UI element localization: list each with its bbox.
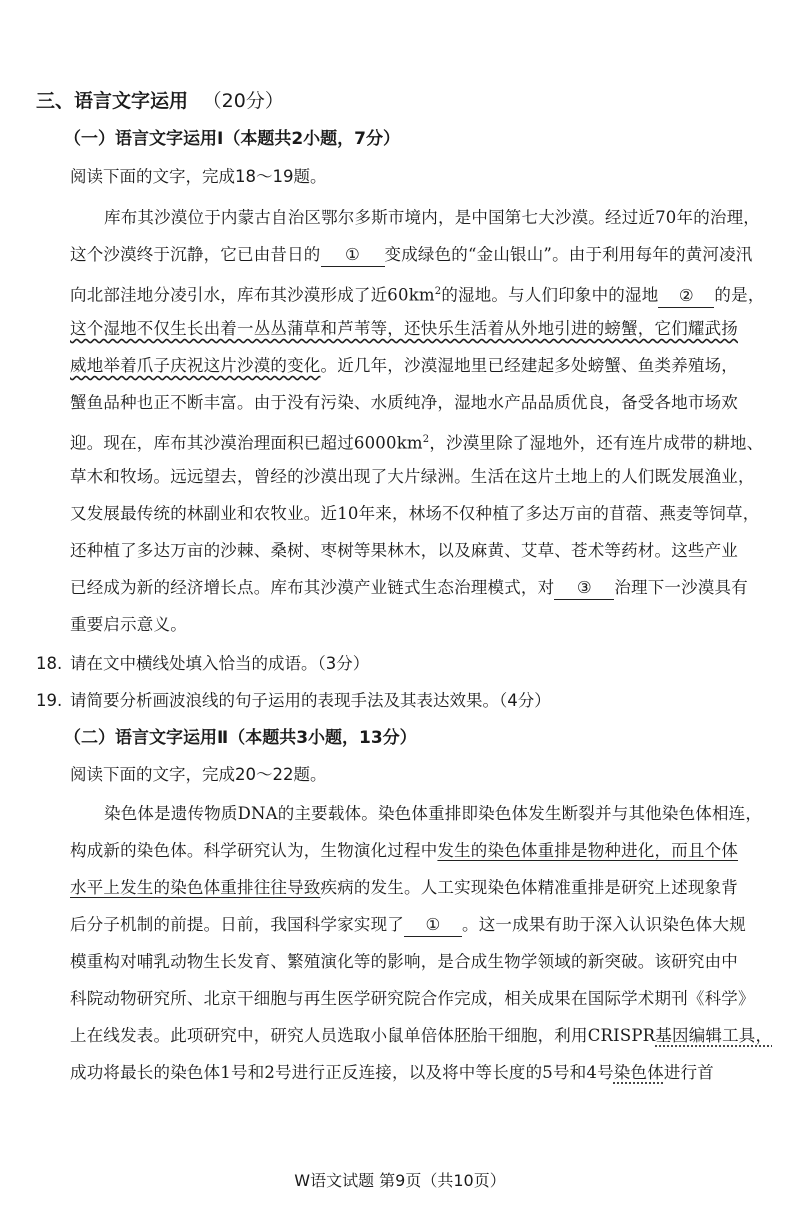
text-run: 疾病的发生。人工实现染色体精准重排是研究上述现象背	[320, 878, 738, 897]
blank-label: ②	[678, 285, 694, 305]
wavy-underlined-sentence: 威地举着爪子庆祝这片沙漠的变化	[70, 356, 321, 375]
passage-1-line	[70, 355, 738, 377]
text-run: 的湿地。与人们印象中的湿地	[441, 285, 659, 305]
text-run: 治理下一沙漠具有	[614, 578, 748, 597]
passage-2-line: 模重构对哺乳动物生长发育、繁殖演化等的影响，是合成生物学领域的新突破。该研究由中	[70, 952, 738, 971]
text-run: 成功将最长的染色体1号和2号进行正反连接，以及将中等长度的5号和4号	[70, 1063, 614, 1082]
passage-2-line	[70, 914, 746, 937]
text-run: 上在线发表。此项研究中，研究人员选取小鼠单倍体胚胎干细胞，利用CRISPR	[70, 1026, 656, 1045]
passage-1-line: 重要启示意义。	[70, 615, 187, 634]
passage-1-line: 又发展最传统的林副业和农牧业。近10年来，林场不仅种植了多达万亩的苜蓿、燕麦等饲草，	[70, 504, 760, 523]
text-run: 。这一成果有助于深入认识染色体大规	[462, 915, 746, 934]
blank-1	[321, 244, 385, 267]
passage-1-line	[70, 244, 752, 267]
blank-label: ③	[576, 578, 592, 597]
blank-2	[658, 285, 714, 308]
dotted-emphasis-text: 染色体	[613, 1063, 664, 1082]
blank-label: ①	[425, 915, 441, 934]
text-run: 构成新的染色体。科学研究认为，生物演化过程中	[70, 841, 438, 860]
passage-1-line: 草木和牧场。远远望去，曾经的沙漠出现了大片绿洲。生活在这片土地上的人们既发展渔业，	[70, 467, 755, 486]
section-title	[36, 90, 284, 112]
blank-4	[404, 914, 462, 937]
text-run: 变成绿色的“金山银山”。由于利用每年的黄河凌汛	[384, 245, 753, 264]
superscript: 2	[434, 286, 442, 297]
passage-1-line: 还种植了多达万亩的沙棘、桑树、枣树等果林木，以及麻黄、艾草、苍术等药材。这些产业	[70, 541, 738, 560]
dotted-emphasis-text: 基因编辑工具，	[655, 1026, 773, 1045]
question-number: 18.	[36, 654, 63, 673]
text-run: 向北部洼地分凌引水，库布其沙漠形成了近60km	[70, 285, 435, 305]
passage-1-line: 蟹鱼品种也正不断丰富。由于没有污染、水质纯净，湿地水产品品质优良，备受各地市场欢	[70, 393, 738, 412]
text-run: ，沙漠里除了湿地外，还有连片成带的耕地、	[429, 433, 764, 453]
passage-2-line	[70, 840, 738, 862]
passage-2-line	[70, 1025, 772, 1047]
passage-2-line: 科院动物研究所、北京干细胞与再生医学研究院合作完成，相关成果在国际学术期刊《科学》	[70, 989, 755, 1008]
passage-1-line: 库布其沙漠位于内蒙古自治区鄂尔多斯市境内，是中国第七大沙漠。经过近70年的治理，	[104, 208, 760, 227]
question-19	[36, 690, 551, 712]
text-run: 迎。现在，库布其沙漠治理面积已超过6000km	[70, 433, 423, 453]
text-run: 的是，	[714, 285, 765, 305]
page-footer: W语文试题 第9页（共10页）	[294, 1171, 506, 1190]
question-18	[36, 653, 369, 675]
blank-3	[554, 577, 614, 600]
question-text: 请在文中横线处填入恰当的成语。（3分）	[70, 654, 370, 673]
text-run: 已经成为新的经济增长点。库布其沙漠产业链式生态治理模式，对	[70, 578, 555, 597]
passage-1-line	[70, 577, 748, 600]
superscript: 2	[422, 434, 430, 445]
passage-2-line	[70, 877, 738, 899]
passage-1-line	[70, 281, 765, 308]
part1-instruction: 阅读下面的文字，完成18～19题。	[70, 167, 327, 186]
passage-1-line	[70, 318, 738, 340]
passage-1-line	[70, 429, 763, 455]
text-run: 。近几年，沙漠湿地里已经建起多处螃蟹、鱼类养殖场，	[320, 356, 738, 375]
section-score: （20分）	[202, 90, 284, 112]
section-title-text: 三、语言文字运用	[36, 90, 189, 112]
text-run: 这个沙漠终于沉静，它已由昔日的	[70, 245, 321, 264]
part1-title: （一）语言文字运用Ⅰ（本题共2小题，7分）	[64, 129, 400, 149]
wavy-underlined-sentence: 这个湿地不仅生长出着一丛丛蒲草和芦苇等，还快乐生活着从外地引进的螃蟹，它们耀武扬	[70, 319, 738, 338]
blank-label: ①	[345, 245, 360, 264]
passage-2-line: 染色体是遗传物质DNA的主要载体。染色体重排即染色体发生断裂并与其他染色体相连，	[104, 804, 763, 823]
question-number: 19.	[36, 691, 63, 710]
part2-instruction: 阅读下面的文字，完成20～22题。	[70, 765, 327, 784]
underlined-text: 水平上发生的染色体重排往往导致	[70, 878, 321, 897]
passage-2-line	[70, 1062, 714, 1084]
part2-title: （二）语言文字运用Ⅱ（本题共3小题，13分）	[64, 728, 417, 748]
underlined-text: 发生的染色体重排是物种进化，而且个体	[437, 841, 739, 860]
text-run: 进行首	[663, 1063, 715, 1082]
text-run: 后分子机制的前提。日前，我国科学家实现了	[70, 915, 404, 934]
question-text: 请简要分析画波浪线的句子运用的表现手法及其表达效果。（4分）	[70, 691, 551, 710]
